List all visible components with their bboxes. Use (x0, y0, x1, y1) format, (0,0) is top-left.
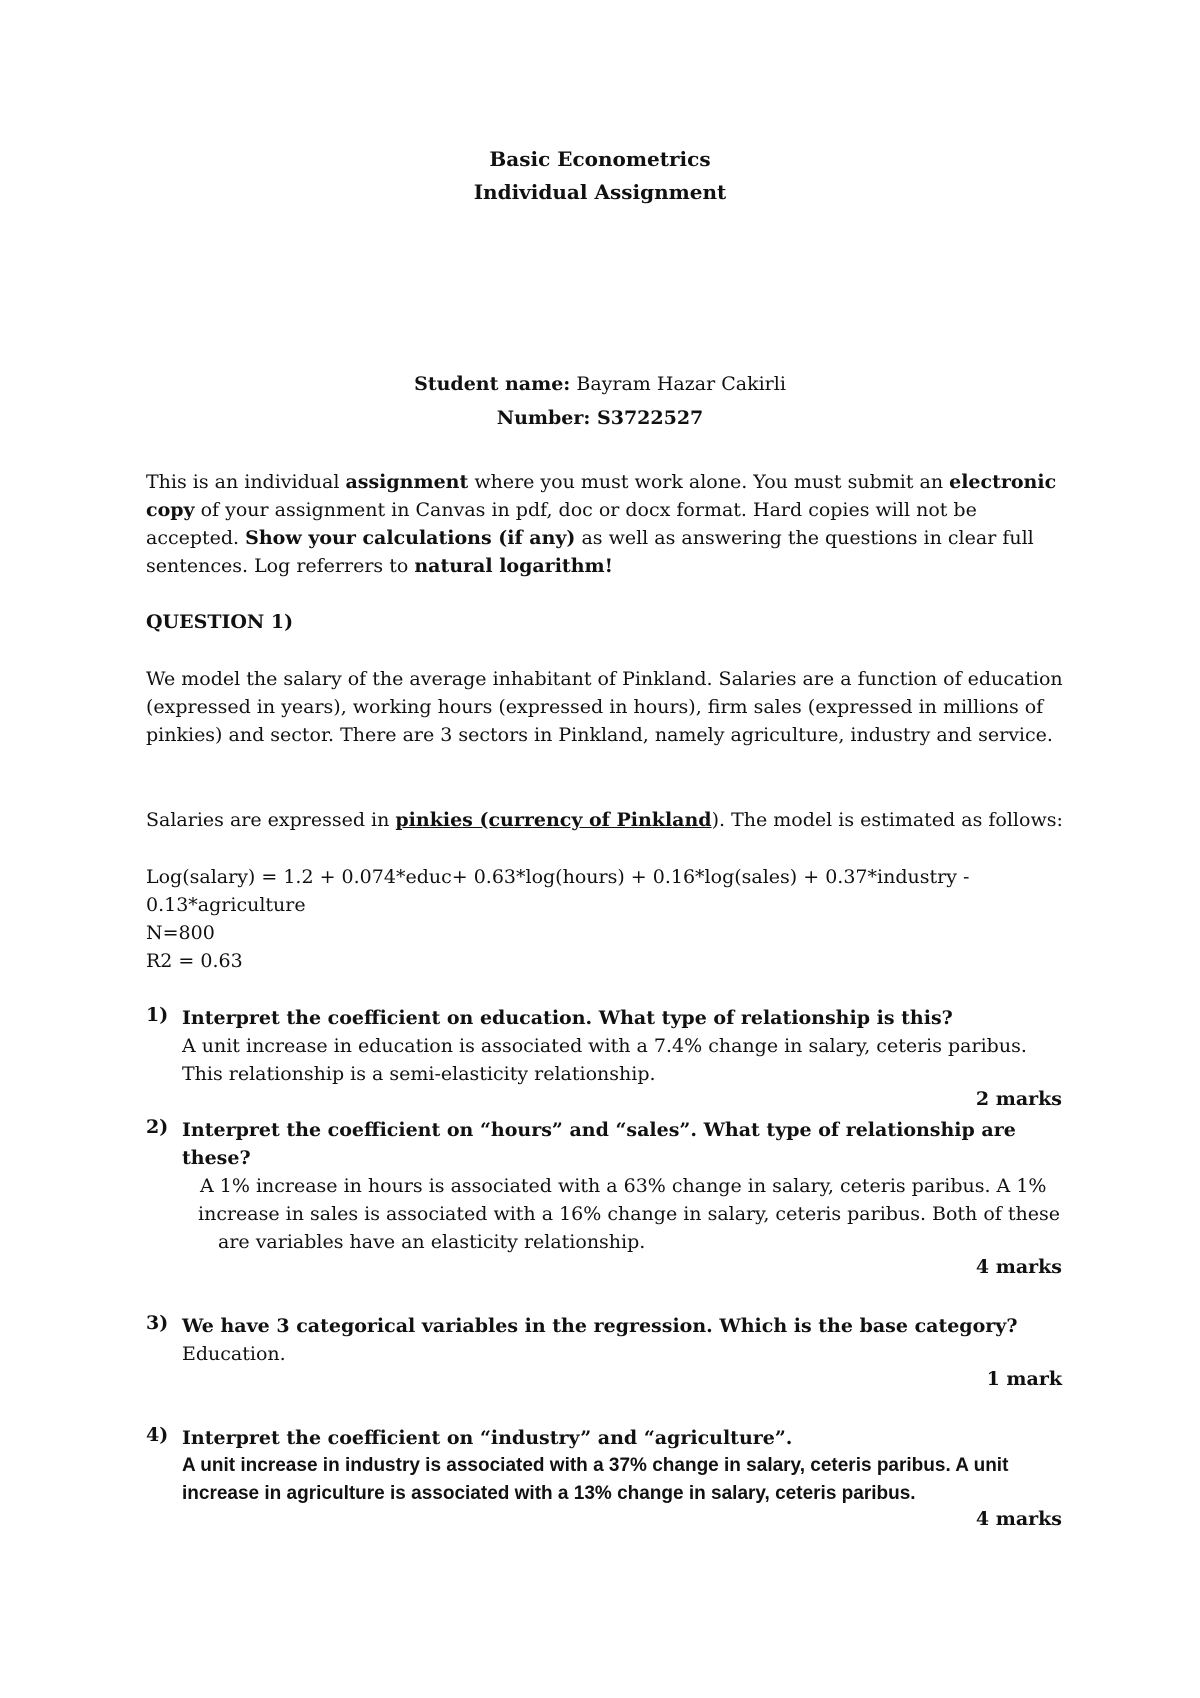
model-r2: R2 = 0.63 (146, 950, 243, 972)
model-line-1: Log(salary) = 1.2 + 0.074*educ+ 0.63*log(hours) + 0.16*log(sales) + 0.37*industry - (146, 866, 970, 888)
item-4-number: 4) (146, 1424, 169, 1446)
item-3-marks: 1 mark (986, 1368, 1062, 1390)
item-4-answer-line: increase in agriculture is associated with a 13% change in salary, ceteris paribus. (182, 1483, 916, 1504)
item-2-answer-line: increase in sales is associated with a 16% change in salary, ceteris paribus. Both of these (198, 1203, 1060, 1225)
student-number: Number: S3722527 (496, 407, 704, 429)
item-3-answer (182, 1340, 1082, 1368)
item-2-answer-line: A 1% increase in hours is associated with a 63% change in salary, ceteris paribus. A 1% (200, 1175, 1047, 1197)
item-1-answer-line: A unit increase in education is associated with a 7.4% change in salary, ceteris paribus. (182, 1035, 1027, 1057)
intro-bold-electronic-copy: electronic copy (146, 471, 1057, 521)
question-heading: QUESTION 1) (146, 611, 294, 633)
item-3-number: 3) (146, 1312, 169, 1334)
item-4-marks: 4 marks (975, 1508, 1062, 1530)
assignment-title: Individual Assignment (473, 180, 727, 204)
intro-text-2: where you must work alone. You must submit an (468, 471, 950, 493)
currency-underlined: pinkies (currency of Pinkland (395, 809, 712, 831)
intro-text-1: This is an individual (146, 471, 346, 493)
item-2-marks: 4 marks (975, 1256, 1062, 1278)
course-title: Basic Econometrics (489, 147, 711, 171)
item-4-answer (182, 1452, 1072, 1508)
model-line-2: 0.13*agriculture (146, 894, 306, 916)
item-4-answer-line: A unit increase in industry is associated with a 37% change in salary, ceteris paribus. A unit (182, 1455, 1009, 1476)
item-4-question: Interpret the coefficient on “industry” and “agriculture”. (182, 1427, 793, 1449)
intro-paragraph (146, 468, 1066, 580)
student-name-line (0, 373, 1200, 395)
intro-bold-assignment: assignment (345, 471, 469, 493)
model-equation (146, 863, 1066, 975)
currency-text-post: ). The model is estimated as follows: (711, 809, 1063, 831)
item-3-answer-line: Education. (182, 1343, 286, 1365)
currency-sentence (146, 806, 1066, 834)
student-name-label: Student name: (414, 373, 571, 395)
item-1-answer (182, 1032, 1082, 1088)
item-2-answer-line: are variables have an elasticity relationship. (218, 1231, 646, 1253)
intro-bold-calculations: Show your calculations (if any) (245, 527, 576, 549)
item-2-question (182, 1116, 1062, 1172)
intro-text-4: as well as answering the questions in clear full sentences. Log referrers to (146, 527, 1034, 577)
item-2-answer (200, 1172, 1080, 1256)
item-2-number: 2) (146, 1116, 169, 1138)
item-2-question-line: these? (182, 1147, 251, 1169)
question-description: We model the salary of the average inhabitant of Pinkland. Salaries are a function of education (expressed in years), working hours (expressed in hours), firm sales (expressed in millions of pinkies) and sector. There are 3 sectors in Pinkland, namely agriculture, industry and service. (146, 668, 1063, 746)
item-1-question: Interpret the coefficient on education. What type of relationship is this? (182, 1007, 953, 1029)
item-2-question-line: Interpret the coefficient on “hours” and “sales”. What type of relationship are (182, 1119, 1016, 1141)
item-1-number: 1) (146, 1004, 169, 1026)
item-1-marks: 2 marks (975, 1088, 1062, 1110)
model-n: N=800 (146, 922, 215, 944)
currency-text-pre: Salaries are expressed in (146, 809, 396, 831)
item-3-question: We have 3 categorical variables in the regression. Which is the base category? (182, 1315, 1018, 1337)
item-1-answer-line: This relationship is a semi-elasticity relationship. (182, 1063, 656, 1085)
intro-bold-natural-log: natural logarithm! (414, 555, 613, 577)
intro-text-3: of your assignment in Canvas in pdf, doc or docx format. Hard copies will not be accepted. (146, 499, 977, 549)
student-name-value: Bayram Hazar Cakirli (570, 373, 786, 395)
